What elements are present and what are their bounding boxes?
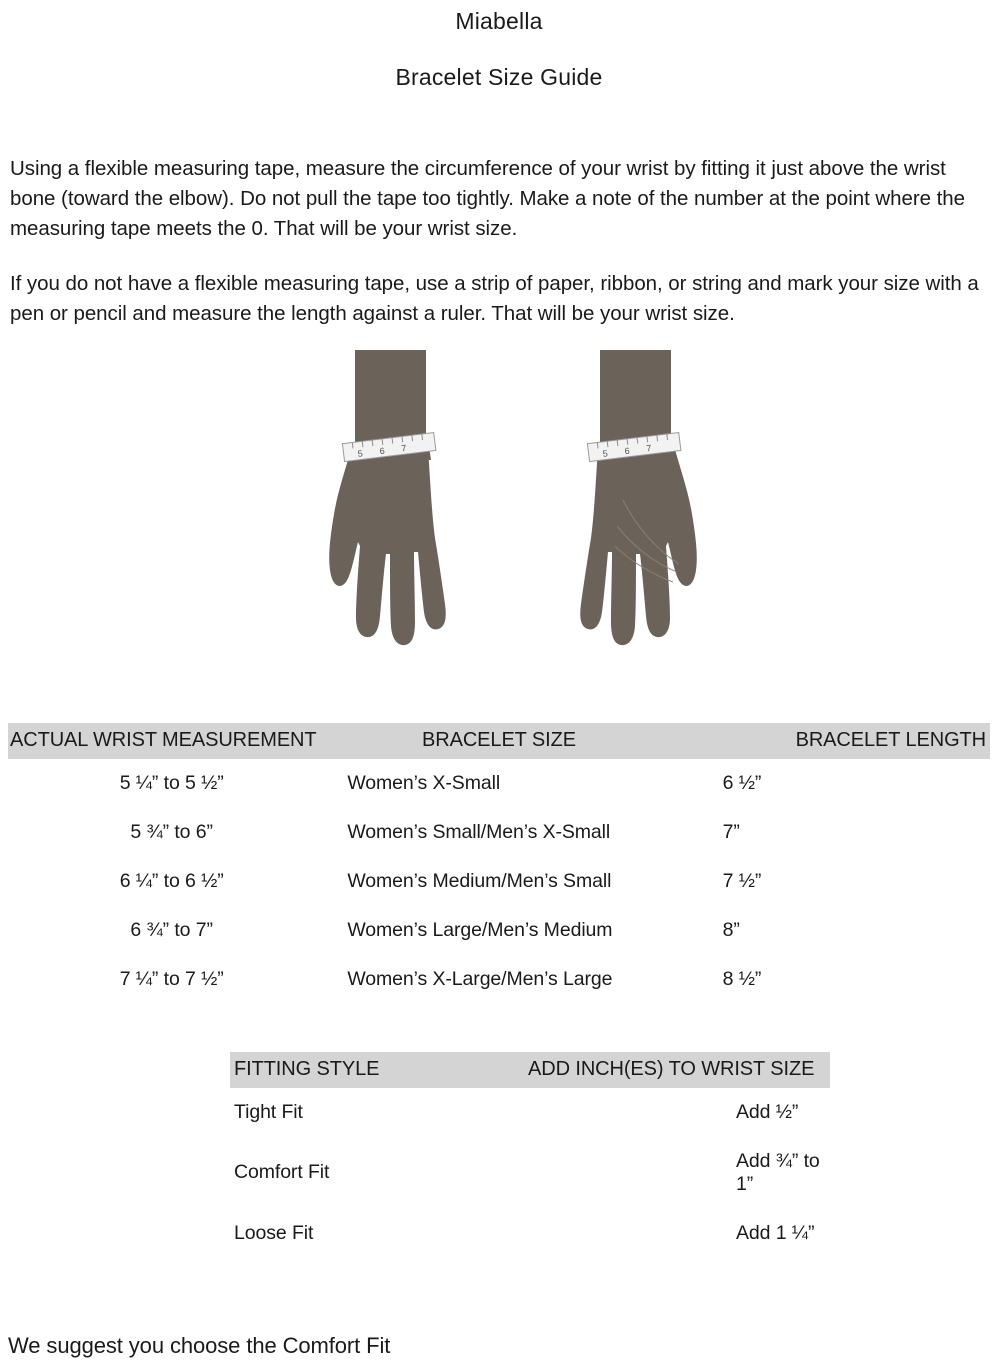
cell-bracelet-length: 7” bbox=[722, 820, 740, 843]
cell-bracelet-length: 8” bbox=[722, 918, 740, 941]
column-header-bracelet-size: BRACELET SIZE bbox=[335, 723, 662, 759]
table-row bbox=[230, 1088, 830, 1137]
cell-wrist-measurement: 7 ¼” to 7 ½” bbox=[119, 967, 224, 990]
table-row bbox=[230, 1137, 830, 1209]
cell-wrist-measurement: 6 ¼” to 6 ½” bbox=[119, 869, 224, 892]
cell-wrist-measurement: 5 ¾” to 6” bbox=[130, 820, 213, 843]
table-row bbox=[8, 808, 990, 857]
brand-name: Miabella bbox=[455, 8, 543, 34]
hand-right-icon bbox=[553, 350, 723, 710]
svg-text:6: 6 bbox=[378, 445, 386, 456]
cell-bracelet-size: Women’s Medium/Men’s Small bbox=[347, 869, 612, 892]
table-row bbox=[8, 857, 990, 906]
table-header-row bbox=[8, 723, 990, 759]
cell-bracelet-length: 8 ½” bbox=[722, 967, 762, 990]
intro-paragraph-2: If you do not have a flexible measuring tape, use a strip of paper, ribbon, or string and mark your size with a pen or pencil and measure the length against a ruler. That will be your wrist size. bbox=[10, 272, 979, 325]
svg-text:5: 5 bbox=[357, 447, 364, 459]
page-title: Bracelet Size Guide bbox=[395, 64, 603, 90]
cell-bracelet-length: 6 ½” bbox=[722, 771, 762, 794]
svg-text:5: 5 bbox=[602, 447, 609, 459]
bracelet-size-table bbox=[8, 723, 990, 1004]
cell-add-inches: Add 1 ¼” bbox=[736, 1221, 815, 1244]
column-header-bracelet-length: BRACELET LENGTH bbox=[663, 723, 990, 759]
column-header-wrist-measurement: ACTUAL WRIST MEASUREMENT bbox=[8, 723, 335, 759]
table-row bbox=[230, 1209, 830, 1258]
cell-fitting-style: Comfort Fit bbox=[234, 1161, 330, 1183]
intro-paragraph-1: Using a flexible measuring tape, measure the circumference of your wrist by fitting it just above the wrist bone (toward the elbow). Do not pull the tape too tightly. Make a note of the number at the point where the measuring tape meets the 0. That will be your wrist size. bbox=[10, 157, 965, 240]
cell-bracelet-size: Women’s X-Large/Men’s Large bbox=[347, 967, 613, 990]
cell-bracelet-size: Women’s Small/Men’s X-Small bbox=[347, 820, 611, 843]
table-row bbox=[8, 906, 990, 955]
svg-text:7: 7 bbox=[645, 442, 653, 454]
cell-bracelet-size: Women’s Large/Men’s Medium bbox=[347, 918, 613, 941]
wrist-measurement-illustration bbox=[8, 350, 990, 715]
table-row bbox=[8, 759, 990, 808]
column-header-add-inches: ADD INCH(ES) TO WRIST SIZE bbox=[514, 1052, 830, 1088]
cell-wrist-measurement: 6 ¾” to 7” bbox=[130, 918, 213, 941]
suggestion-note: We suggest you choose the Comfort Fit bbox=[8, 1333, 391, 1358]
cell-fitting-style: Loose Fit bbox=[234, 1221, 314, 1244]
column-header-fitting-style: FITTING STYLE bbox=[230, 1052, 514, 1088]
fitting-style-table bbox=[230, 1052, 830, 1258]
svg-text:6: 6 bbox=[623, 445, 631, 456]
cell-fitting-style: Tight Fit bbox=[234, 1100, 303, 1123]
cell-bracelet-size: Women’s X-Small bbox=[347, 771, 501, 794]
cell-add-inches: Add ½” bbox=[736, 1100, 799, 1123]
cell-add-inches: Add ¾” to 1” bbox=[736, 1149, 820, 1195]
hand-left-icon bbox=[308, 350, 478, 710]
table-header-row bbox=[230, 1052, 830, 1088]
svg-text:7: 7 bbox=[400, 442, 408, 454]
cell-wrist-measurement: 5 ¼” to 5 ½” bbox=[119, 771, 224, 794]
table-row bbox=[8, 955, 990, 1004]
cell-bracelet-length: 7 ½” bbox=[722, 869, 762, 892]
